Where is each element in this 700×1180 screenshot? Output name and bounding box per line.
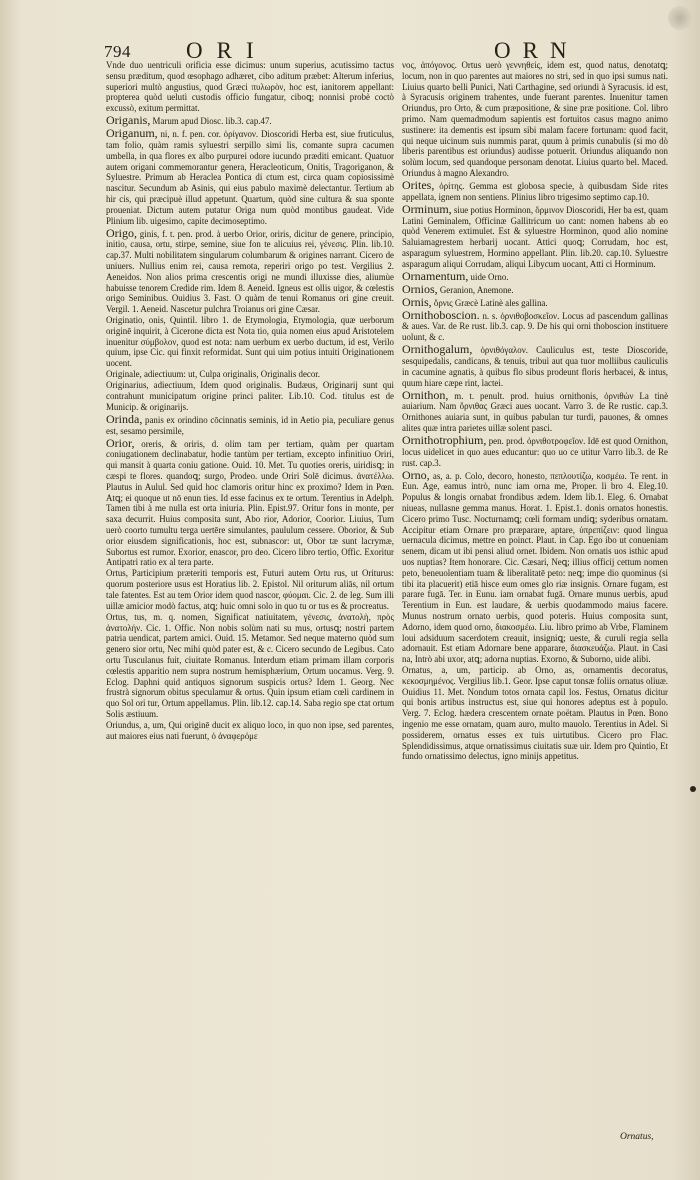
- dictionary-entry: [402, 665, 668, 762]
- entry-headword: Origanis,: [106, 113, 151, 128]
- entry-headword: Ornithoboscion.: [402, 307, 480, 322]
- entry-headword: Ornamentum,: [402, 268, 469, 283]
- catchword: Ornatus,: [620, 1132, 654, 1142]
- entry-headword: Orinda,: [106, 411, 143, 426]
- dictionary-entry: [402, 296, 668, 309]
- entry-headword: Origanum,: [106, 126, 158, 141]
- entry-text: pen. prod. ὀρνιθοτροφεῖον. Idē est quod Ornithon, locus uidelicet in quo aues educantur: quo uo ce utitur Varro lib.3. de Re rust. cap.3.: [402, 435, 669, 468]
- entry-text: Originatio, onis, Quintil. libro 1. de Etymologia, Etymologia, quæ uerborum originē inquirit, à Cicerone dicta est Nota tio, quia nomen eius apud Aristotelem inuenitur σύμβολον, quod est nota: nam uerbum ex uerbo ductum, id est, Verilo quium, ipse Cic. qui finxit reformidat. Sunt qui uim potius intuiti Originationem uocent.: [106, 315, 394, 369]
- entry-text: νος, ἀπόγονος. Ortus uerò γεννηθείς, idem est, quod natus, denotatꝗ; locum, non in quo parentes aut maiores no stri, sed in quo ipsi sumus nati. Liuius quarto belli Punici, Nati Carthagine, sed oriundi à Syracusis. id est, à Syracusis originem trahentes, unde fuerant parentes. Inuenitur tamen Oriundus, pro Orto, & cum præpositione, & sine præ positione. Col. libro primo. Nam quemadmodum sapientis est fortuitos casus magno animo sustinere: ita dementis est ipsum sibi malam facere fortunam: quod facit, qui neque uicinum suis nummis parat, quum à primis cunabulis (si mo dò liberis parentibus est oriundus) audisse potuerit. Oriundus aliquando non solùm locum, sed quandoque personam denotat. Liuius quarto bel. Maced. Oriundus à magno Alexandro.: [402, 60, 668, 178]
- entry-headword: Ornithotrophium,: [402, 432, 487, 447]
- entry-headword: Ornithogalum,: [402, 342, 473, 357]
- entry-text: Ornatus, a, um, particip. ab Orno, as, ornamentis decoratus, κεκοσμημένος. Vergilius lib.1. Geor. Ipse caput tonsæ foliis ornatus oliuæ. Ouidius 11. Met. Nondum totos ornata capil los. Festus, Ornatus dicitur qui bonis artibus instructus est, siue qui honores adeptus est à populo. Verg. 7. Eclog. hædera crescentem ornate poëtam. Plautus in Pœn. Bono ingenio me esse ornatam, quam auro, multo mauolo. Terentius in Adel. Si possiderem, ornatus esses ex tuis uirtutibus. Cicero pro Flac. Splendidissimus, atque ornatissimus ciuitatis suæ uir. Idem pro Quintio, Et fundo ornatissimo delectus, igno minijs appetitus.: [402, 665, 668, 762]
- running-head-left: ORI: [186, 38, 268, 63]
- entry-headword: Orminum,: [402, 201, 452, 216]
- entry-text: Ortus, Participium præteriti temporis est, Futuri autem Ortu rus, ut Oriturus: quorum posteriore usus est Horatius lib. 2. Epistol. Nil oriturum aliās, nil ortum tale fatentes. Est au tem Orior idem quod nascor, φύομαι. Cic. 2. de leg. Sum illi uillæ amicior modò factus, atꝗ; huic omni solo in quo tu or tus es & procreatus.: [106, 568, 394, 611]
- dictionary-entry: [402, 283, 668, 296]
- margin-mark: [690, 786, 696, 792]
- entry-headword: Ornis,: [402, 294, 432, 309]
- dictionary-entry: [106, 612, 394, 720]
- entry-headword: Orior,: [106, 435, 135, 450]
- entry-text: Marum apud Diosc. lib.3. cap.47.: [152, 116, 272, 127]
- entry-text: Originarius, adiectiuum, Idem quod originalis. Budæus, Originarij sunt qui contrahunt municipatum origine princi paliter. Lib.10. Cod. titulus est de Municip. & originarijs.: [106, 380, 394, 412]
- entry-text: n. s. ὀρνιθοβοσκεῖον. Locus ad pascendum gallinas & aues. Var. de Re rust. lib.3. cap. 9. De his qui orni thoboscion instituere uolunt, & c.: [402, 310, 668, 343]
- entry-text: m. t. penult. prod. huius ornithonis, ὀρνιθὼν La tinè auiarium. Nam ὄρνιθας Græci aues uocant. Varro 3. de Re rustic. cap.3. Ornithones auiaria sunt, in quibus pabulan tur turdi, pauones, & omnes alites quæ intra parietes uillæ solent pasci.: [402, 390, 669, 433]
- entry-headword: Orno,: [402, 467, 430, 482]
- dictionary-entry: [402, 434, 668, 468]
- entry-text: Ortus, tus, m. q. nomen, Significat natiuitatem, γένεσις, ἀνατολὴ, πρὸς ἀνατολήν. Cic. 1. Offic. Non nobis solùm nati su mus, ortusꝗ; nostri partem patria uendicat, partem amici. Ouid. 15. Metamor. Sed neque materno quòd sum genero sior ortu, Nec mihi quòd pater est, & c. Cicero secundo de Legibus. Cato ortu Tusculanus fuit, ciuitate Romanus. Interdum etiam primam illam corporis cœlestis apparitio nem supra nostrum hemisphærium, Ortum uocamus. Verg. 9. Eclog. Daphni quid antiquos signorum suspicis ortus? Idem 1. Georg. Nec frustrà signorum obitus speculamur & ortus. Quin ipsum etiam cœli cardinem in quo Sol ori tur, Ortum appellamus. Plin. lib.12. cap.14. Saba regio spe ctat ortum Solis æstiuum.: [106, 611, 394, 719]
- dictionary-entry: [402, 60, 668, 179]
- dictionary-entry: [402, 270, 668, 283]
- entry-text: Vnde duo uentriculi orificia esse dicimus: unum superius, acutissimo tactus sensu præditum, quod œsophago adhæret, cibo aditum præbet: Alterum inferius, superiori multò angustius, quod Græci πυλωρὸν, hoc est, ianitorem appellant: propterea quòd uelutì custodis officio fungatur, ciboꝗ; nonnisi probè coctò excussò, exitum permittat.: [106, 60, 394, 114]
- entry-text: Originale, adiectiuum: ut, Culpa originalis, Originalis decor.: [106, 369, 320, 380]
- dictionary-entry: [106, 127, 394, 226]
- dictionary-entry: [106, 380, 394, 412]
- dictionary-entry: [402, 309, 668, 343]
- paper-stain: [668, 6, 692, 30]
- right-column: [402, 60, 668, 762]
- entry-text: Geranion, Anemone.: [439, 284, 514, 295]
- entry-text: Oriundus, a, um, Qui originē ducit ex aliquo loco, in quo non ipse, sed parentes, aut maiores eius nati fuerunt, ὁ ἀναφερόμε: [106, 719, 394, 741]
- running-head-right: ORN: [494, 38, 579, 63]
- dictionary-entry: [106, 437, 394, 569]
- entry-text: oreris, & oriris, d. olim tam per tertiam, quàm per quartam coniugationem declinabatur, hodie tantùm per tertiam, excepto infinitiuo Oriri, qui mansit à quarta coniu gatione. Ouid. 10. Met. Tu quoties oreris, uiridisꝗ; in cæspi te flores. quandoꝗ; surgo, Prodeo. unde Oriri Solē dicimus. ἀνατέλλω. Plautus in Aulul. Sed quid hoc clamoris oritur hinc ex proximo? Idem in Pœn. Atꝗ; ei quoque ut nō enun ties. Id esse facinus ex te ortum. Terentius in Adelph. Tamen tibi à me nulla est orta iniuria. Plin. Epist.97. Oritur fons in monte, per saxa decurrit. Huius composita sunt, Abo rior, Adorior, Coorior. Liuius, Tum uerò coorto tumultu terga uertēre simulantes, paululum cessere. Oborior, & Sub orior eiusdem significationis, hoc est, subnascor: ut, Obor tæ sunt lacrymæ, Subortus est rumor. Exorior, enascor, pro deo. Cicero libro tertio, Offic. Exoritur Antipatri ratio ex al tera parte.: [106, 438, 394, 568]
- entry-headword: Ornithon,: [402, 387, 449, 402]
- dictionary-entry: [402, 469, 668, 665]
- dictionary-entry: [106, 413, 394, 437]
- dictionary-entry: [106, 114, 394, 127]
- entry-headword: Ornios,: [402, 281, 438, 296]
- entry-text: siue potius Horminon, ὅρμινον Dioscoridi, Her ba est, quam Latini Geminalem, Officinæ Gallitricum uo cant: nomen habens ab eo quòd Venerem extimulet. Est & syluestre Horminon, quod alio nomine Saluiamagrestem herbarij uocant. Attici quoꝗ; Corrudam, hoc est, asparagum syluestrem, Hormino appellant. Plin. lib.20. cap.10. Syluestre asparagum aliqui Corrudam, aliqui Libycum uocant, Atti ci Horminum.: [402, 204, 669, 269]
- dictionary-entry: [106, 60, 394, 114]
- entry-text: ginis, f. t. pen. prod. à uerbo Orior, oriris, dicitur de genere, principio, initio, causa, ortu, stirpe, semine, siue fon te alicuius rei, γένεσις. Plin. lib.10. cap.37. Multi nobilitatem singularum columbarum & origines narrant. Cicero de uniuers. Nullius enim rei, causa remota, reperiri origo po test. Vergilius 2. Aeneidos. Non alios prima crescentis origi ne mundi illuxisse dies, aliumùe habuisse tenorem Credide rim. Idem 8. Aeneid. Igneus est ollis uigor, & cœlestis origo Seminibus. Ouidius 3. Fast. O quàm de tenui Romanus ori gine creuit. Vergil. 1. Aeneid. Nascetur pulchra Troianus ori gine Cæsar.: [106, 228, 395, 315]
- entry-headword: Origo,: [106, 225, 137, 240]
- dictionary-entry: [106, 369, 394, 380]
- dictionary-entry: [402, 343, 668, 388]
- dictionary-entry: [106, 227, 394, 315]
- dictionary-entry: [106, 568, 394, 611]
- dictionary-entry: [402, 203, 668, 270]
- entry-text: ὀρνιθόγαλον. Cauliculus est, teste Dioscoride, sesquipedalis, candicans, & tenuis, tribuì aut qua tuor molliibus cauliculis in cacumine agnatis, à quibus flo sibus prodeunt floris herbacei, & intus, quum hiare cæpe rint, lactei.: [402, 345, 668, 388]
- dictionary-entry: [402, 179, 668, 203]
- entry-text: ὄρνις Græcè Latinè ales gallina.: [433, 297, 548, 308]
- left-column: [106, 60, 394, 742]
- dictionary-entry: [106, 315, 394, 369]
- dictionary-entry: [402, 389, 668, 434]
- entry-text: uide Orno.: [470, 271, 509, 282]
- page-number: 794: [104, 42, 131, 61]
- entry-text: as, a. p. Colo, decoro, honesto, πεπλουτίζω, κοσμέω. Te rent. in Eun. Age, eamus intrò, nunc iam orna me, Proper. li bro 4. Eleg.10. Populus & longis ornabat frondibus ædem. Idem lib.1. Eleg. 6. Ornabat niueas, nullasne gemma manus. Horat. 1. Epist.1. donis ornatos honestis. Cicero primo Tusc. Nocturnamꝗ; cœli formam undiꝗ; syderibus ornatam. Accipitur etiam Ornare pro præparare, aptare, ὑπρεπίζειν: quod lingua uernacula dicimus, mettre en poinct. Plaut. in Cap. Ego ibo ut conueniam senem, dicam ut ibi pensi aliud ornet. Ibidem. Non ornatis uos isthic apud uos nuptias? Item honorare. Cic. Cæsari, Neꝗ; illius officij cettum nomen peto, beneuolentiam tuam & liberalitatē peto: neꝗ; impe dio quominus (si tibi ita placuerit) etiā hisce eum omes glo riæ insignis. Ornare fugam, est parare fugā. Ter. in Eunu. iam ornabat fugā. Ornare munus uerbis, apud Terentium in Eun. est laudare, & uerbis quodammodo maius facere. Munus nostrum ornato uerbis, quod poteris. Huius composita sunt, Adorno, idem quod orno, διακοσμέω. Liu. libro primo ab Vrbe, Flaminem loui adsiduum sacerdotem creauit, insigniꝗ; ueste, & curuli regia sella adornauit. Est etiam Adornare bene apparare, διασκευάζω. Plaut. in Casi na, Intrò abi uxor, atꝗ; adorna nuptias. Exorno, & Suborno, uide alibi.: [402, 470, 668, 665]
- entry-text: panis ex orindino cōcinnatis seminis, id in Aetio pia, peculiare genus est, sesamo persimile,: [106, 414, 394, 436]
- entry-headword: Orites,: [402, 177, 435, 192]
- dictionary-entry: [106, 720, 394, 742]
- entry-text: ὀρίτης. Gemma est globosa specie, à quibusdam Side rites appellata, ignem non sentiens. Plinius libro trigesimo septimo cap.10.: [402, 180, 668, 202]
- entry-text: ni, n. f. pen. cor. ὀρίγανον. Dioscoridi Herba est, siue fruticulus, tam folio, quàm ramis syluestri serpillo simi lis, comante supra cacumen umbella, in qua flores ex albo purpurei odore iucundo præditi emicant. Quatuor autem origani commemorantur genera, Heracleoticum, Onitis, Tragoriganon, & Syluestre. Primum ab Heraclea Pontica di ctum est, circa quam copiosissimè nascitur. Secundum ab Asinis, qui eius pabulo maximè delectantur. Tertium ab hir cis, qui præcipuè illud appetunt. Quartum, quòd sine cultura & sua sponte proueniat. Dictum autem putatur Origa num quòd montibus gaudeat. Vide Plinium lib. uigesimo, capite decimoseptimo.: [106, 129, 395, 226]
